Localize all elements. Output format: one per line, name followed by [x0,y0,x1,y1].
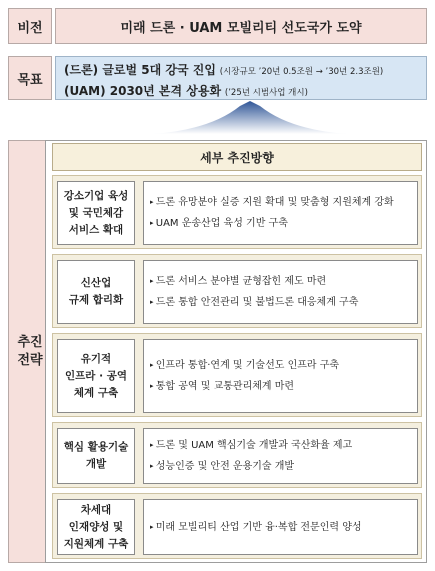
strategy-name-line: 인프라 · 공역 [64,369,127,382]
goal-uam-note: (’25년 시범사업 개시) [224,88,308,98]
detail-item: ▸ UAM 운송산업 육성 기반 구축 [150,213,417,234]
detail-item: ▸ 인프라 통합·연계 및 기술선도 인프라 구축 [150,355,417,376]
strategy-name [57,339,135,413]
strategy-name-line: 강소기업 육성 [63,189,129,202]
goal-uam-main: (UAM) 2030년 본격 상용화 [64,84,222,98]
vision-text: 미래 드론 · UAM 모빌리티 선도국가 도약 [55,8,427,44]
strategy-group [52,422,422,488]
strategy-group [52,175,422,249]
detail-item: ▸ 드론 서비스 분야별 균형잡힌 제도 마련 [150,271,417,292]
strategy-name-line: 및 국민체감 [68,206,124,219]
goal-drone-main: (드론) 글로벌 5대 강국 진입 [64,63,216,77]
strategy-name-line: 차세대 [80,503,112,516]
strategy-label-line2: 전략 [17,352,43,368]
detail-item: ▸ 드론 유망분야 실증 지원 확대 및 맞춤형 지원체계 강화 [150,192,417,213]
strategy-group [52,254,422,328]
strategy-header: 세부 추진방향 [52,143,422,171]
goal-drone-line [64,61,418,82]
strategy-name-line: 체계 구축 [73,386,119,399]
strategy-name [57,499,135,555]
strategy-name-line: 서비스 확대 [68,223,124,236]
strategy-name [57,181,135,245]
strategy-details [143,260,418,324]
strategy-group [52,493,422,559]
strategy-details [143,428,418,484]
goal-box [55,56,427,100]
goal-label: 목표 [8,56,52,100]
goal-drone-note: (시장규모 ’20년 0.5조원 → ’30년 2.3조원) [219,67,384,77]
strategy-label-line1: 추진 [17,334,43,350]
strategy-details [143,339,418,413]
strategy-name-line: 신산업 [80,277,112,289]
vision-label: 비전 [8,8,52,44]
detail-item: ▸ 성능인증 및 안전 운용기술 개발 [150,456,417,477]
strategy-name-line: 핵심 활용기술 [63,441,129,453]
detail-item: ▸ 통합 공역 및 교통관리체계 마련 [150,376,417,397]
strategy-name-line: 규제 합리화 [68,294,124,306]
strategy-name [57,260,135,324]
strategy-group [52,333,422,417]
detail-item: ▸ 드론 및 UAM 핵심기술 개발과 국산화율 제고 [150,435,417,456]
strategy-details [143,181,418,245]
up-arrow-icon [150,100,350,136]
strategy-name-line: 지원체계 구축 [63,537,129,550]
strategy-name-line: 개발 [85,458,107,470]
detail-item: ▸ 드론 통합 안전관리 및 불법드론 대응체계 구축 [150,292,417,313]
strategy-details [143,499,418,555]
strategy-name-line: 유기적 [80,352,112,365]
detail-item: ▸ 미래 모빌리티 산업 기반 융·복합 전문인력 양성 [150,517,417,538]
strategy-name [57,428,135,484]
strategy-name-line: 인재양성 및 [68,520,124,533]
